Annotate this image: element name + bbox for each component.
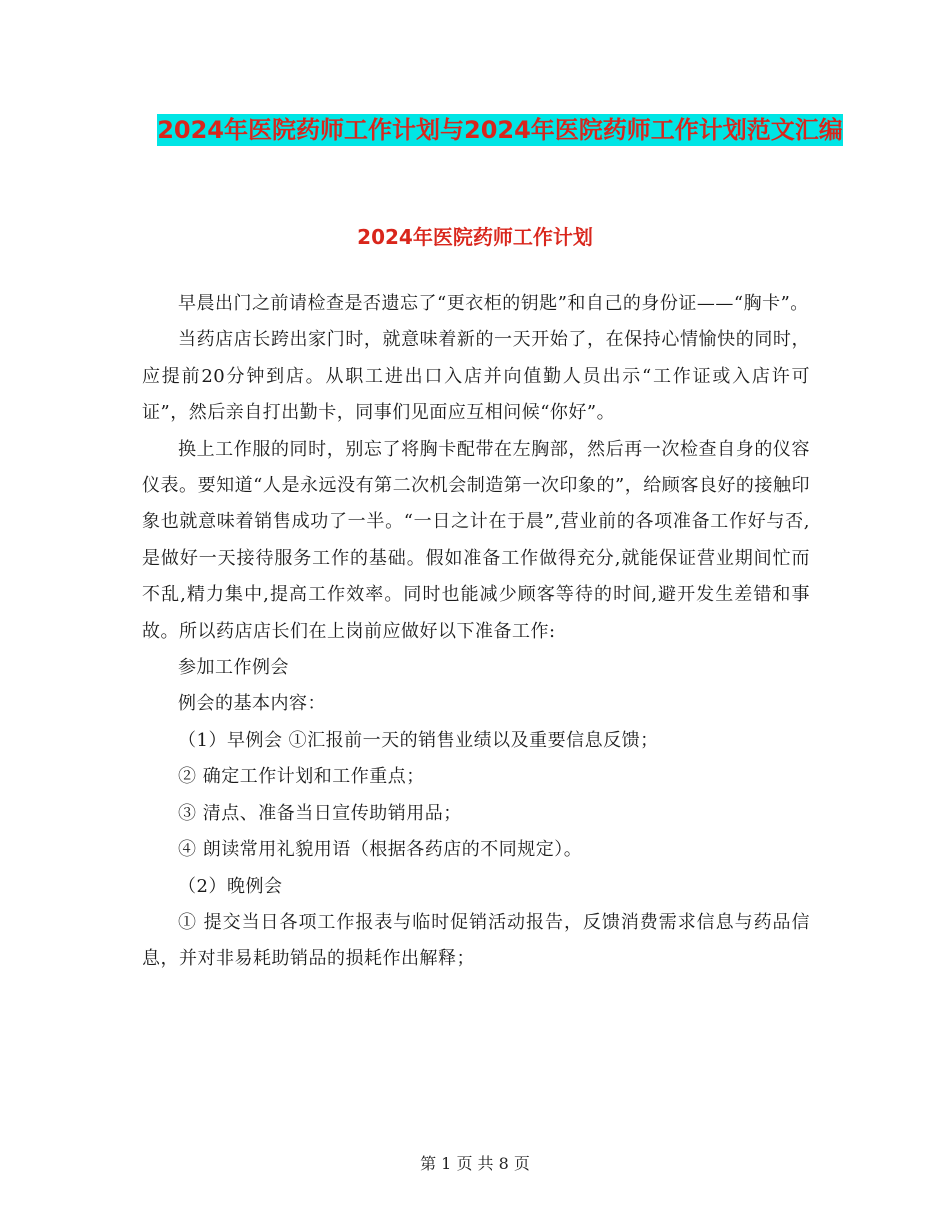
list-item: （1）早例会 ①汇报前一天的销售业绩以及重要信息反馈；: [178, 729, 659, 751]
document-body: [142, 286, 810, 978]
paragraph: 例会的基本内容：: [178, 693, 326, 715]
page-number: 第 1 页 共 8 页: [420, 1154, 530, 1173]
list-item: ① 提交当日各项工作报表与临时促销活动报告，反馈消费需求信息与药品信息，并对非易耗助销品的损耗作出解释；: [142, 911, 810, 970]
list-item: ③ 清点、准备当日宣传助销用品；: [178, 802, 462, 824]
list-item: （2）晚例会: [178, 875, 283, 897]
paragraph: 换上工作服的同时，别忘了将胸卡配带在左胸部，然后再一次检查自身的仪容仪表。要知道“人是永远没有第二次机会制造第一次印象的”，给顾客良好的接触印象也就意味着销售成功了一半。“一日之计在于晨”,营业前的各项准备工作好与否,是做好一天接待服务工作的基础。假如准备工作做得充分,就能保证营业期间忙而不乱,精力集中,提高工作效率。同时也能减少顾客等待的时间,避开发生差错和事故。所以药店店长们在上岗前应做好以下准备工作:: [142, 438, 810, 642]
list-item: ④ 朗读常用礼貌用语（根据各药店的不同规定）。: [178, 839, 583, 861]
section-title: 2024年医院药师工作计划: [357, 225, 593, 249]
paragraph: 早晨出门之前请检查是否遗忘了“更衣柜的钥匙”和自己的身份证——“胸卡”。: [178, 293, 809, 314]
paragraph: 参加工作例会: [178, 657, 289, 679]
paragraph: 当药店店长跨出家门时，就意味着新的一天开始了，在保持心情愉快的同时，应提前20分钟到店。从职工进出口入店并向值勤人员出示“工作证或入店许可证”，然后亲自打出勤卡，同事们见面应互相问候“你好”。: [142, 329, 810, 424]
list-item: ② 确定工作计划和工作重点；: [178, 766, 425, 788]
document-title-text: 2024年医院药师工作计划与2024年医院药师工作计划范文汇编: [157, 116, 843, 144]
document-title: [140, 108, 860, 152]
page-footer: [0, 1152, 950, 1176]
